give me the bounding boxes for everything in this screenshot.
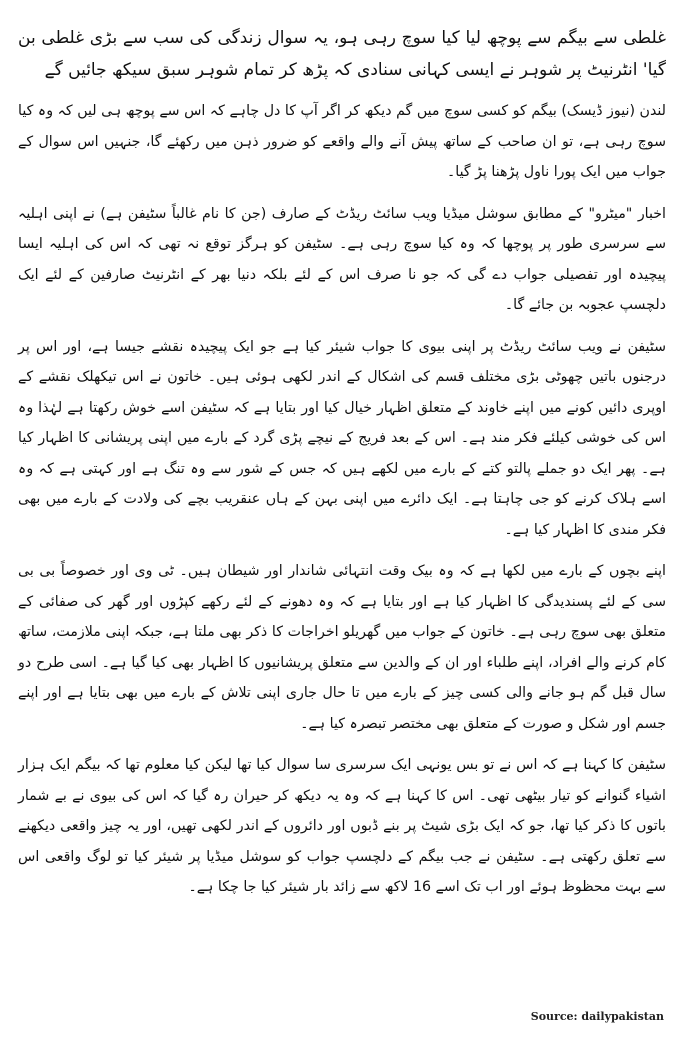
paragraph-5: سٹیفن کا کہنا ہے کہ اس نے تو بس یونہی ایک سرسری سا سوال کیا تھا لیکن کیا معلوم تھا کہ بیگم ایک ہزار اشیاء گنوانے کو تیار بیٹھی تھی۔ اس کا کہنا ہے کہ وہ یہ دیکھ کر حیران رہ گیا کہ اس کی بیوی نے بے شمار باتوں کا ذکر کیا تھا، جو کہ ایک بڑی شیٹ پر بنے ڈبوں اور دائروں کے اندر لکھی تھیں، اور یہ چیز واقعی دیکھنے سے تعلق رکھتی ہے۔ سٹیفن نے جب بیگم کے دلچسپ جواب کو سوشل میڈیا پر شیئر کیا تو لوگ واقعی اس سے بہت محظوظ ہوئے اور اب تک اسے 16 لاکھ سے زائد بار شیئر کیا جا چکا ہے۔ <box>18 757 666 895</box>
paragraph-4: اپنے بچوں کے بارے میں لکھا ہے کہ وہ بیک وقت انتہائی شاندار اور شیطان ہیں۔ ٹی وی اور خصوصاً بی بی سی کے لئے پسندیدگی کا اظہار کیا ہے اور بتایا ہے کہ وہ دھونے کے لئے رکھے کپڑوں اور گھر کی صفائی کے متعلق بھی سوچ رہی ہے۔ خاتون کے جواب میں گھریلو اخراجات کا ذکر بھی ملتا ہے، جبکہ اپنی ملازمت، ساتھ کام کرنے والے افراد، اپنے طلباء اور ان کے والدین سے متعلق پریشانیوں کا اظہار بھی کیا گیا ہے۔ اسی طرح دو سال قبل گم ہو جانے والی کسی چیز کے بارے میں تا حال جاری اپنی تلاش کے بارے میں بھی بتایا ہے اور اپنے جسم اور شکل و صورت کے متعلق بھی مختصر تبصرہ کیا ہے۔ <box>18 563 666 732</box>
paragraph-2: اخبار "میٹرو" کے مطابق سوشل میڈیا ویب سائٹ ریڈٹ کے صارف (جن کا نام غالباً سٹیفن ہے) نے اپنی اہلیہ سے سرسری طور پر پوچھا کہ وہ کیا سوچ رہی ہے۔ سٹیفن کو ہرگز توقع نہ تھی کہ اس کی اہلیہ ایسا پیچیدہ اور تفصیلی جواب دے گی کہ جو نا صرف اس کے لئے بلکہ دنیا بھر کے انٹرنیٹ صارفین کے لئے ایک دلچسپ عجوبہ بن جائے گا۔ <box>18 205 666 313</box>
paragraph-3: سٹیفن نے ویب سائٹ ریڈٹ پر اپنی بیوی کا جواب شیئر کیا ہے جو ایک پیچیدہ نقشے جیسا ہے، اور اس پر درجنوں باتیں چھوٹی بڑی مختلف قسم کی اشکال کے اندر لکھی ہوئی ہیں۔ خاتون نے اس تیکھلک نقشے کے اوپری دائیں کونے میں اپنے خاوند کے متعلق اظہار خیال کیا اور بتایا ہے کہ سٹیفن اسے خوش رکھتا ہے لہٰذا وہ اس کی خوشی کیلئے فکر مند ہے۔ اس کے بعد فریج کے نیچے پڑی گرد کے بارے میں اپنی پریشانی کا اظہار کیا ہے۔ پھر ایک دو جملے پالتو کتے کے بارے میں لکھے ہیں کہ جس کے شور سے وہ تنگ ہے اور کہتی ہے کہ وہ اسے ہلاک کرنے کو جی چاہتا ہے۔ ایک دائرے میں اپنی بہن کے ہاں عنقریب بچے کی ولادت کے بارے میں بھی فکر مندی کا اظہار کیا ہے۔ <box>18 338 666 538</box>
article-headline: غلطی سے بیگم سے پوچھ لیا کیا سوچ رہی ہو، یہ سوال زندگی کی سب سے بڑی غلطی بن گیا' انٹرنیٹ پر شوہر نے ایسی کہانی سنادی کہ پڑھ کر تمام شوہر سبق سیکھ جائیں گے <box>18 28 666 80</box>
article <box>18 22 666 914</box>
paragraph-1: لندن (نیوز ڈیسک) بیگم کو کسی سوچ میں گم دیکھ کر اگر آپ کا دل چاہے کہ اس سے پوچھ ہی لیں کہ وہ کیا سوچ رہی ہے، تو ان صاحب کے ساتھ پیش آنے والے واقعے کو ضرور ذہن میں رکھئے گا، جنہیں اس سوال کے جواب میں ایک پورا ناول پڑھنا پڑ گیا۔ <box>18 103 666 180</box>
source-credit: Source: dailypakistan <box>530 1010 664 1023</box>
